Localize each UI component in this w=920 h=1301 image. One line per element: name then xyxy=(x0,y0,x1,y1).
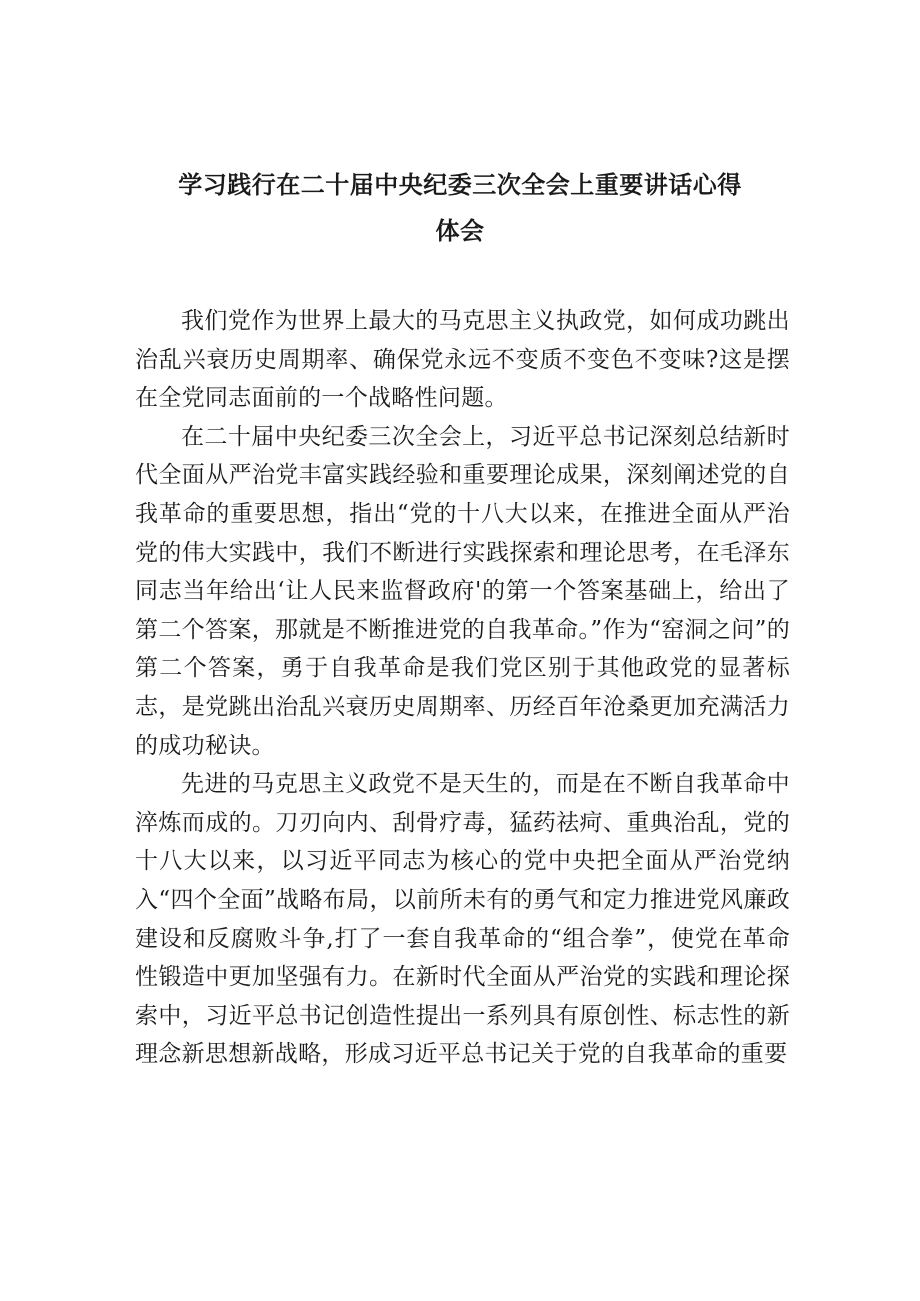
document-title-line-1: 学习践行在二十届中央纪委三次全会上重要讲话心得 xyxy=(178,171,742,199)
paragraph-2: 在二十届中央纪委三次全会上，习近平总书记深刻总结新时代全面从严治党丰富实践经验和重要理论成果，深刻阐述党的自我革命的重要思想，指出“党的十八大以来，在推进全面从严治党的伟大实践中，我们不断进行实践探索和理论思考，在毛泽东同志当年给出‘让人民来监督政府'的第一个答案基础上，给出了第二个答案，那就是不断推进党的自我革命。”作为“窑洞之问”的第二个答案，勇于自我革命是我们党区别于其他政党的显著标志，是党跳出治乱兴衰历史周期率、历经百年沧桑更加充满活力的成功秘诀。 xyxy=(135,423,790,759)
paragraph-3: 先进的马克思主义政党不是天生的，而是在不断自我革命中淬炼而成的。刀刃向内、刮骨疗毒，猛药祛疴、重典治乱，党的十八大以来，以习近平同志为核心的党中央把全面从严治党纳入“四个全面”战略布局，以前所未有的勇气和定力推进党风廉政建设和反腐败斗争,打了一套自我革命的“组合拳”，使党在革命性锻造中更加坚强有力。在新时代全面从严治党的实践和理论探索中，习近平总书记创造性提出一系列具有原创性、标志性的新理念新思想新战略，形成习近平总书记关于党的自我革命的重要 xyxy=(135,771,790,1068)
paragraph-1: 我们党作为世界上最大的马克思主义执政党，如何成功跳出治乱兴衰历史周期率、确保党永远不变质不变色不变味?这是摆在全党同志面前的一个战略性问题。 xyxy=(135,308,790,412)
document-body xyxy=(135,302,790,1074)
document-title-line-2: 体会 xyxy=(435,217,485,245)
